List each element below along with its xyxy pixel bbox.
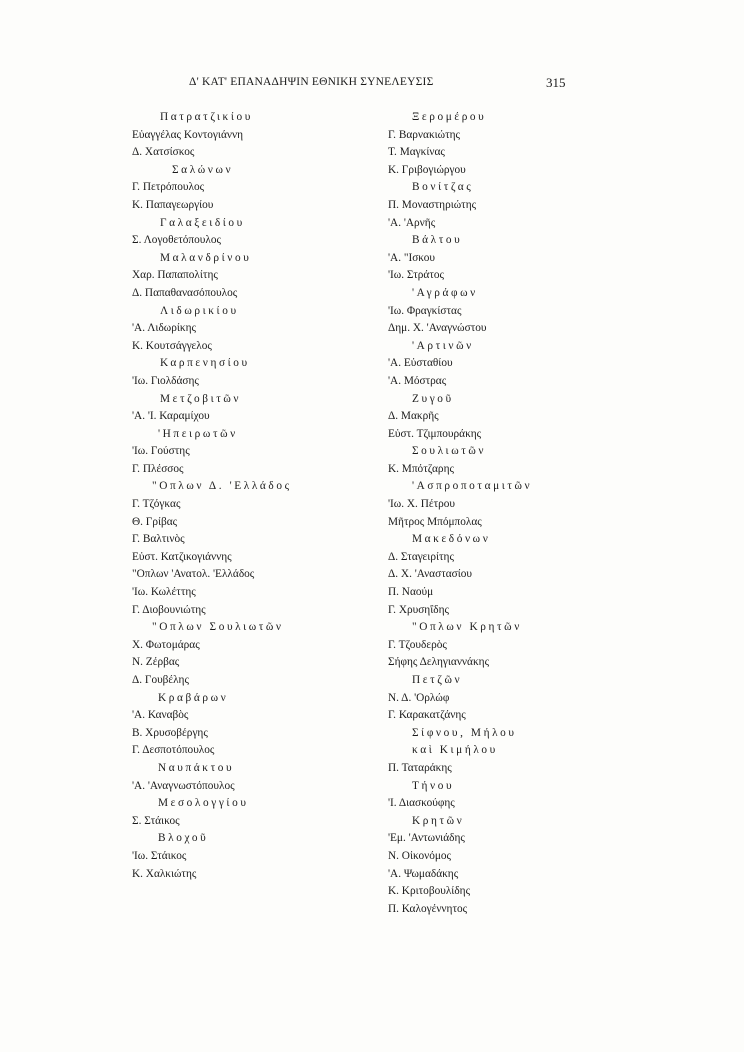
section-heading: Σίφνου, Μήλου xyxy=(412,726,517,739)
delegate-name: 'Ιω. Γούστης xyxy=(132,445,190,458)
section-heading: Καρπενησίου xyxy=(160,357,250,370)
delegate-name: 'Ιω. Φραγκίστας xyxy=(388,304,462,317)
left-column xyxy=(132,109,362,883)
delegate-name: Δημ. Χ. 'Αναγνώστου xyxy=(388,322,487,335)
section-heading: 'Αγράφων xyxy=(412,286,478,299)
delegate-name: 'Α. 'Αρνῆς xyxy=(388,216,436,229)
delegate-name: 'Ιω. Χ. Πέτρου xyxy=(388,498,456,511)
delegate-name: Γ. Βαρνακιώτης xyxy=(388,128,461,141)
delegate-name: 'Α. Λιδωρίκης xyxy=(132,322,196,335)
section-heading: Τήνου xyxy=(412,779,455,792)
section-heading: Βάλτου xyxy=(412,234,463,247)
delegate-name: 'Α. "Ισκου xyxy=(388,251,435,264)
page-number: 315 xyxy=(546,75,566,90)
section-heading: Κραβάρων xyxy=(158,691,229,704)
delegate-name: Π. Μοναστηριώτης xyxy=(388,198,477,211)
section-heading: Ξερομέρου xyxy=(412,111,487,123)
delegate-name: Γ. Διοβουνιώτης xyxy=(132,603,206,616)
delegate-name: 'Εμ. 'Αντωνιάδης xyxy=(388,832,465,845)
section-heading: Λιδωρικίου xyxy=(160,304,239,317)
section-heading: Μετζοβιτῶν xyxy=(160,392,242,405)
section-heading: Σουλιωτῶν xyxy=(412,445,487,458)
delegate-name: Κ. Χαλκιώτης xyxy=(132,867,197,880)
delegate-name: Μῆτρος Μπόμπολας xyxy=(388,515,482,528)
delegate-name: Σήφης Δεληγιαννάκης xyxy=(388,656,490,669)
section-heading: Ναυπάκτου xyxy=(158,761,235,774)
delegate-name: Π. Ταταράκης xyxy=(388,761,452,774)
delegate-name: Κ. Παπαγεωργίου xyxy=(132,198,214,211)
delegate-name: Γ. Βαλτινὸς xyxy=(132,533,185,546)
delegate-name: Τ. Μαγκίνας xyxy=(388,146,445,159)
delegate-name: 'Ιω. Στάικος xyxy=(132,849,187,862)
running-head: Δ' ΚΑΤ' ΕΠΑΝΑΔΗΨΙΝ ΕΘΝΙΚΗ ΣΥΝΕΛΕΥΣΙΣ xyxy=(189,76,434,88)
delegate-name: Δ. Χατσίσκος xyxy=(132,146,195,159)
section-heading: "Οπλων Δ. 'Ελλάδος xyxy=(152,480,292,493)
delegate-name: 'Ιω. Στράτος xyxy=(388,269,445,282)
delegate-name: Β. Χρυσοβέργης xyxy=(132,726,208,739)
section-heading: Σαλώνων xyxy=(172,163,234,176)
delegate-name: 'Α. Ψωμαδάκης xyxy=(388,867,459,880)
delegate-name: Θ. Γρίβας xyxy=(132,515,178,528)
section-heading: Πατρατζικίου xyxy=(160,111,253,123)
delegate-name: 'Ιω. Γιολδάσης xyxy=(132,374,199,387)
delegate-name: Σ. Λογοθετόπουλος xyxy=(132,234,221,247)
delegate-name: Κ. Κριτοβουλίδης xyxy=(388,885,471,898)
delegate-name: 'Α. Μόστρας xyxy=(388,374,447,387)
delegate-name: Δ. Χ. 'Αναστασίου xyxy=(388,568,473,581)
delegate-name: Γ. Πλέσσος xyxy=(132,462,184,475)
delegate-name: Π. Ναούμ xyxy=(388,586,434,599)
section-heading: "Οπλων Σουλιωτῶν xyxy=(152,621,284,634)
delegate-name: Χ. Φωτομάρας xyxy=(132,638,200,651)
delegate-name: Κ. Γριβογιώργου xyxy=(388,163,466,176)
delegate-name: Σ. Στάικος xyxy=(132,814,180,827)
delegate-name: Γ. Πετρόπουλος xyxy=(132,181,205,194)
delegate-name: Π. Καλογέννητος xyxy=(388,902,468,915)
delegate-name: Χαρ. Παπαπολίτης xyxy=(132,269,218,282)
section-heading: 'Ηπειρωτῶν xyxy=(158,427,238,440)
delegate-name: Γ. Καρακατζάνης xyxy=(388,709,466,722)
delegate-name: Ν. Ζέρβας xyxy=(132,656,180,669)
section-heading: Μακεδόνων xyxy=(412,533,491,546)
section-heading: Βλοχοῦ xyxy=(158,832,209,845)
delegate-name: Δ. Γουβέλης xyxy=(132,674,189,686)
section-heading: Πετζῶν xyxy=(412,674,463,686)
delegate-name: Δ. Μακρῆς xyxy=(388,410,439,423)
page-header xyxy=(0,76,744,96)
delegate-name: 'Α. 'Ι. Καραμίχου xyxy=(132,410,210,423)
section-heading: Γαλαξειδίου xyxy=(160,216,245,229)
delegate-name: Ν. Δ. 'Ορλώφ xyxy=(388,691,450,704)
delegate-name: Εὐστ. Τζιμπουράκης xyxy=(388,427,482,440)
delegate-name: Γ. Τζουδερὸς xyxy=(388,638,447,651)
delegate-name: 'Α. Καναβὸς xyxy=(132,709,189,722)
delegate-name: Δ. Παπαθανασόπουλος xyxy=(132,286,238,299)
delegate-name: 'Α. Εὐσταθίου xyxy=(388,357,453,370)
section-heading: Ζυγοῦ xyxy=(412,392,454,405)
delegate-name: Εὐστ. Κατζικογιάννης xyxy=(132,550,232,563)
delegate-name: 'Ιω. Κωλέττης xyxy=(132,586,196,599)
right-column xyxy=(388,109,618,918)
delegate-name: Εὐαγγέλας Κοντογιάννη xyxy=(132,128,244,141)
section-heading: καὶ Κιμήλου xyxy=(412,744,498,757)
delegate-name: Δ. Σταγειρίτης xyxy=(388,550,454,563)
delegate-name: Ν. Οἰκονόμος xyxy=(388,849,452,862)
delegate-name: Γ. Τζόγκας xyxy=(132,498,181,511)
section-heading: Μεσολογγίου xyxy=(158,797,249,810)
delegate-name: Κ. Κουτσάγγελος xyxy=(132,339,212,352)
delegate-name: 'Α. 'Αναγνωστόπουλος xyxy=(132,779,235,792)
section-heading: 'Ασπροποταμιτῶν xyxy=(412,480,533,493)
section-heading: Κρητῶν xyxy=(412,814,465,827)
section-heading: "Οπλων Κρητῶν xyxy=(412,621,522,634)
delegate-name: "Οπλων 'Ανατολ. 'Ελλάδος xyxy=(132,568,255,581)
delegate-name: Κ. Μπότζαρης xyxy=(388,462,454,475)
section-heading: 'Αρτινῶν xyxy=(412,339,474,352)
delegate-name: Γ. Δεσποτόπουλος xyxy=(132,744,215,757)
section-heading: Βονίτζας xyxy=(412,181,474,194)
delegate-name: 'Ι. Διασκούφης xyxy=(388,797,455,810)
delegate-name: Γ. Χρυσηΐδης xyxy=(388,603,449,616)
section-heading: Μαλανδρίνου xyxy=(160,251,252,264)
